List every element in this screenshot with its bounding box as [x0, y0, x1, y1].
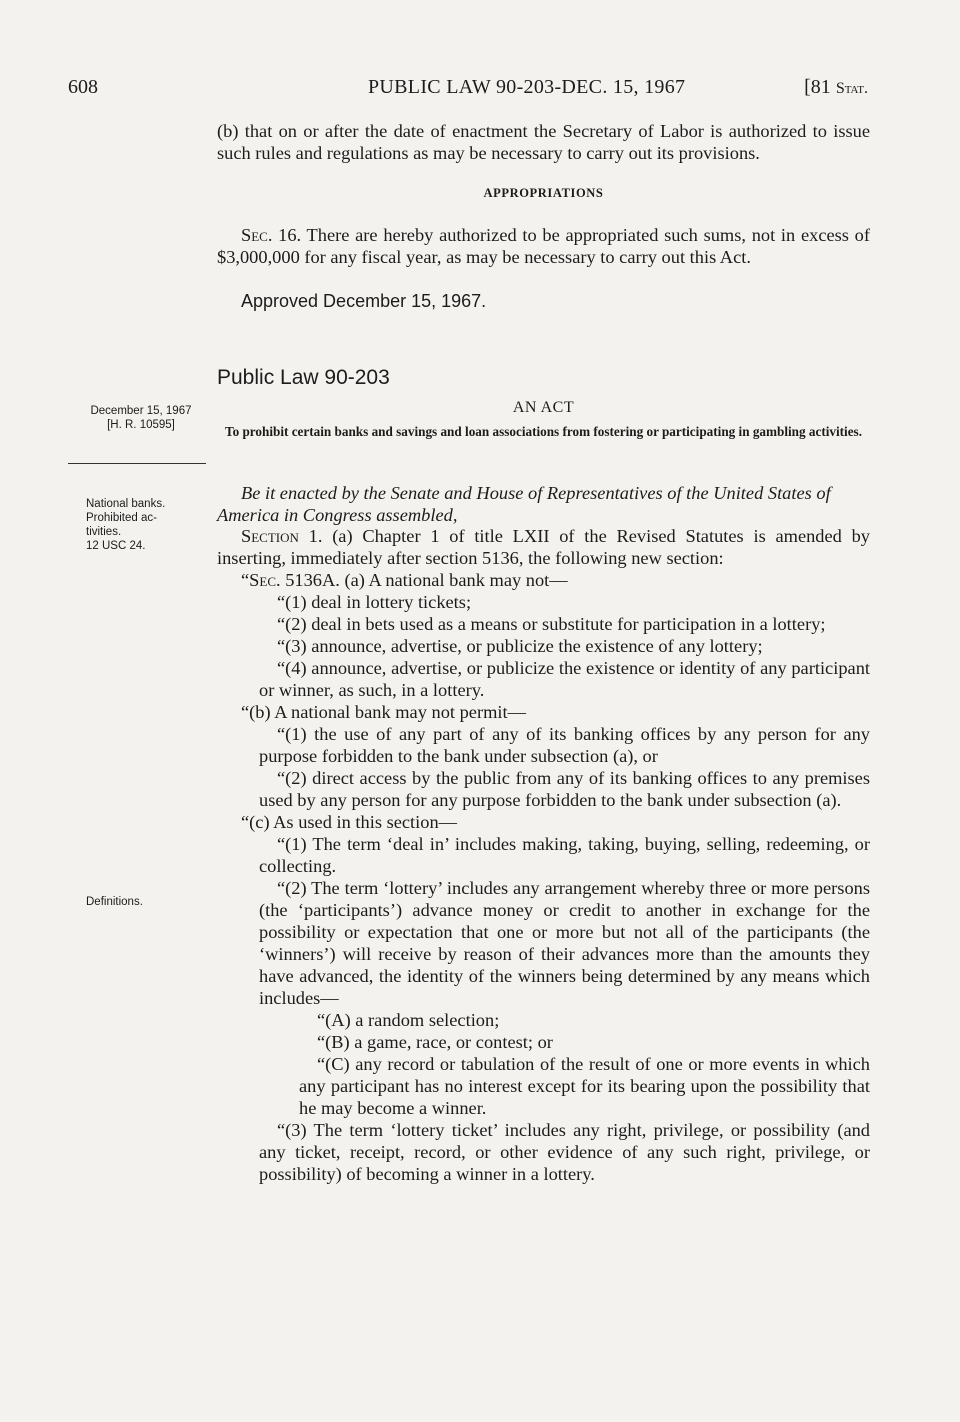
- clause-cA: “(A) a random selection;: [317, 1010, 500, 1030]
- clause-b1: “(1) the use of any part of any of its banking offices by any person for any purpose forbidden to the bank under subsection (a), or: [259, 724, 870, 766]
- clause-a4: “(4) announce, advertise, or publicize the existence or identity of any participant or winner, as such, in a lottery.: [259, 658, 870, 700]
- margin-date: December 15, 1967: [90, 405, 192, 417]
- appropriations-heading: APPROPRIATIONS: [483, 186, 604, 200]
- margin-usc-citation: 12 USC 24.: [86, 540, 146, 552]
- page-header: [68, 76, 868, 102]
- margin-note-date: [68, 404, 214, 432]
- an-act-heading: AN ACT: [512, 399, 575, 416]
- prior-act-paragraph-b: [217, 120, 870, 164]
- margin-topic-line: Prohibited ac-: [86, 512, 157, 524]
- section-16: [217, 224, 870, 268]
- statute-reference: [804, 76, 868, 99]
- statute-label: Stat.: [835, 80, 868, 97]
- clause-c1: “(1) The term ‘deal in’ includes making, taking, buying, selling, redeeming, or collecting.: [259, 834, 870, 876]
- paragraph-text: (b) that on or after the date of enactment the Secretary of Labor is authorized to issue such rules and regulations as may be necessary to carry out its provisions.: [217, 121, 870, 163]
- section-1-text: (a) Chapter 1 of title LXII of the Revised Statutes is amended by inserting, immediately after section 5136, the following new section:: [217, 526, 870, 568]
- section-16-text: There are hereby authorized to be appropriated such sums, not in excess of $3,000,000 for any fiscal year, as may be necessary to carry out this Act.: [217, 225, 870, 267]
- margin-note-definitions: Definitions.: [86, 896, 143, 908]
- margin-note-topic: [68, 497, 214, 553]
- clause-a1: “(1) deal in lottery tickets;: [277, 592, 472, 612]
- page-number: 608: [68, 76, 98, 98]
- clause-a3: “(3) announce, advertise, or publicize the existence of any lottery;: [277, 636, 763, 656]
- margin-rule: [68, 463, 206, 464]
- enacting-clause: Be it enacted by the Senate and House of Representatives of the United States of America in Congress assembled,: [217, 483, 831, 525]
- clause-c3: “(3) The term ‘lottery ticket’ includes any right, privilege, or possibility (and any ticket, receipt, record, or other evidence of any such right, privilege, or possibility) of becoming a winner in a lottery.: [259, 1120, 870, 1184]
- clause-cC: “(C) any record or tabulation of the result of one or more events in which any participant has no interest except for its bearing upon the possibility that he may become a winner.: [299, 1054, 870, 1118]
- section-1-body: [217, 525, 870, 1185]
- sec-5136a-label: “Sec. 5136A.: [241, 570, 340, 590]
- clause-cB: “(B) a game, race, or contest; or: [317, 1032, 553, 1052]
- approved-date: Approved December 15, 1967.: [241, 291, 487, 311]
- margin-topic-line: tivities.: [86, 526, 122, 538]
- margin-topic-line: National banks.: [86, 498, 166, 510]
- section-1-label: Section 1.: [241, 526, 323, 546]
- statute-volume: [81: [804, 76, 831, 98]
- running-title: PUBLIC LAW 90-203-DEC. 15, 1967: [368, 76, 686, 98]
- act-purpose: To prohibit certain banks and savings and loan associations from fostering or participating in gambling activities.: [225, 424, 862, 439]
- clause-c: “(c) As used in this section—: [241, 812, 458, 832]
- section-16-label: Sec. 16.: [241, 225, 302, 245]
- clause-b: “(b) A national bank may not permit—: [241, 702, 526, 722]
- clause-a2: “(2) deal in bets used as a means or substitute for participation in a lottery;: [277, 614, 826, 634]
- clause-c2: “(2) The term ‘lottery’ includes any arrangement whereby three or more persons (the ‘participants’) advance money or credit to another in exchange for the possibility or expectation that one or more but not all of the participants (the ‘winners’) will receive by reason of their advances more than the amounts they have advanced, the identity of the winners being determined by any means which includes—: [259, 878, 870, 1008]
- sec-5136a-a: (a) A national bank may not—: [344, 570, 568, 590]
- margin-bill-number: [H. R. 10595]: [107, 419, 175, 431]
- clause-b2: “(2) direct access by the public from any of its banking offices to any premises used by any person for any purpose forbidden to the bank under subsection (a).: [259, 768, 870, 810]
- public-law-title: Public Law 90-203: [217, 366, 390, 389]
